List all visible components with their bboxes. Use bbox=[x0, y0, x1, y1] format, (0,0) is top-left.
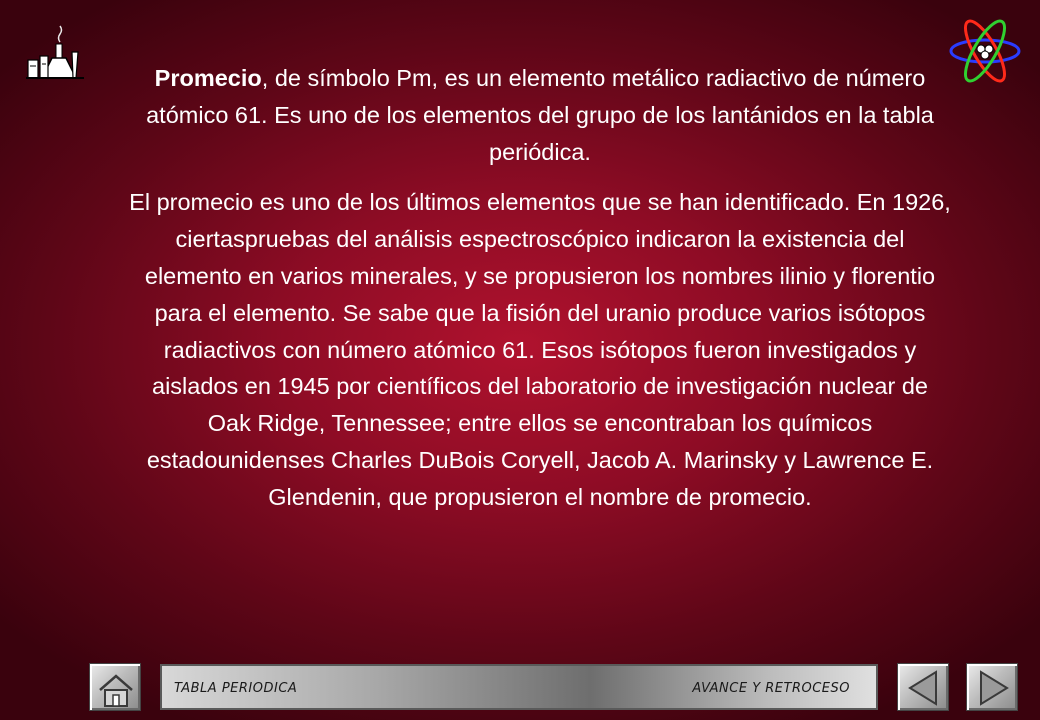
previous-icon bbox=[898, 664, 950, 712]
element-name: Promecio bbox=[154, 65, 262, 91]
next-button[interactable] bbox=[966, 663, 1018, 711]
next-icon bbox=[967, 664, 1019, 712]
intro-paragraph bbox=[128, 60, 952, 170]
periodic-table-link[interactable]: TABLA PERIODICA bbox=[174, 681, 298, 696]
navigation-bar bbox=[160, 664, 878, 710]
home-button[interactable] bbox=[89, 663, 141, 711]
lab-glassware-icon bbox=[22, 22, 88, 82]
home-icon bbox=[90, 664, 142, 712]
atom-icon bbox=[948, 18, 1022, 84]
history-paragraph: El promecio es uno de los últimos elementos que se han identificado. En 1926, ciertaspruebas del análisis espectroscópico indicaron la existencia del elemento en varios minerales, y se propusieron los nombres ilinio y florentio para el elemento. Se sabe que la fisión del uranio produce varios isótopos radiactivos con número atómico 61. Esos isótopos fueron investigados y aislados en 1945 por científicos del laboratorio de investigación nuclear de Oak Ridge, Tennessee; entre ellos se encontraban los químicos estadounidenses Charles DuBois Coryell, Jacob A. Marinsky y Lawrence E. Glendenin, que propusieron el nombre de promecio. bbox=[129, 189, 951, 510]
advance-retreat-label: AVANCE Y RETROCESO bbox=[692, 681, 850, 696]
intro-text: , de símbolo Pm, es un elemento metálico radiactivo de número atómico 61. Es uno de los elementos del grupo de los lantánidos en la tabla periódica. bbox=[146, 65, 934, 165]
previous-button[interactable] bbox=[897, 663, 949, 711]
main-text bbox=[128, 60, 952, 516]
